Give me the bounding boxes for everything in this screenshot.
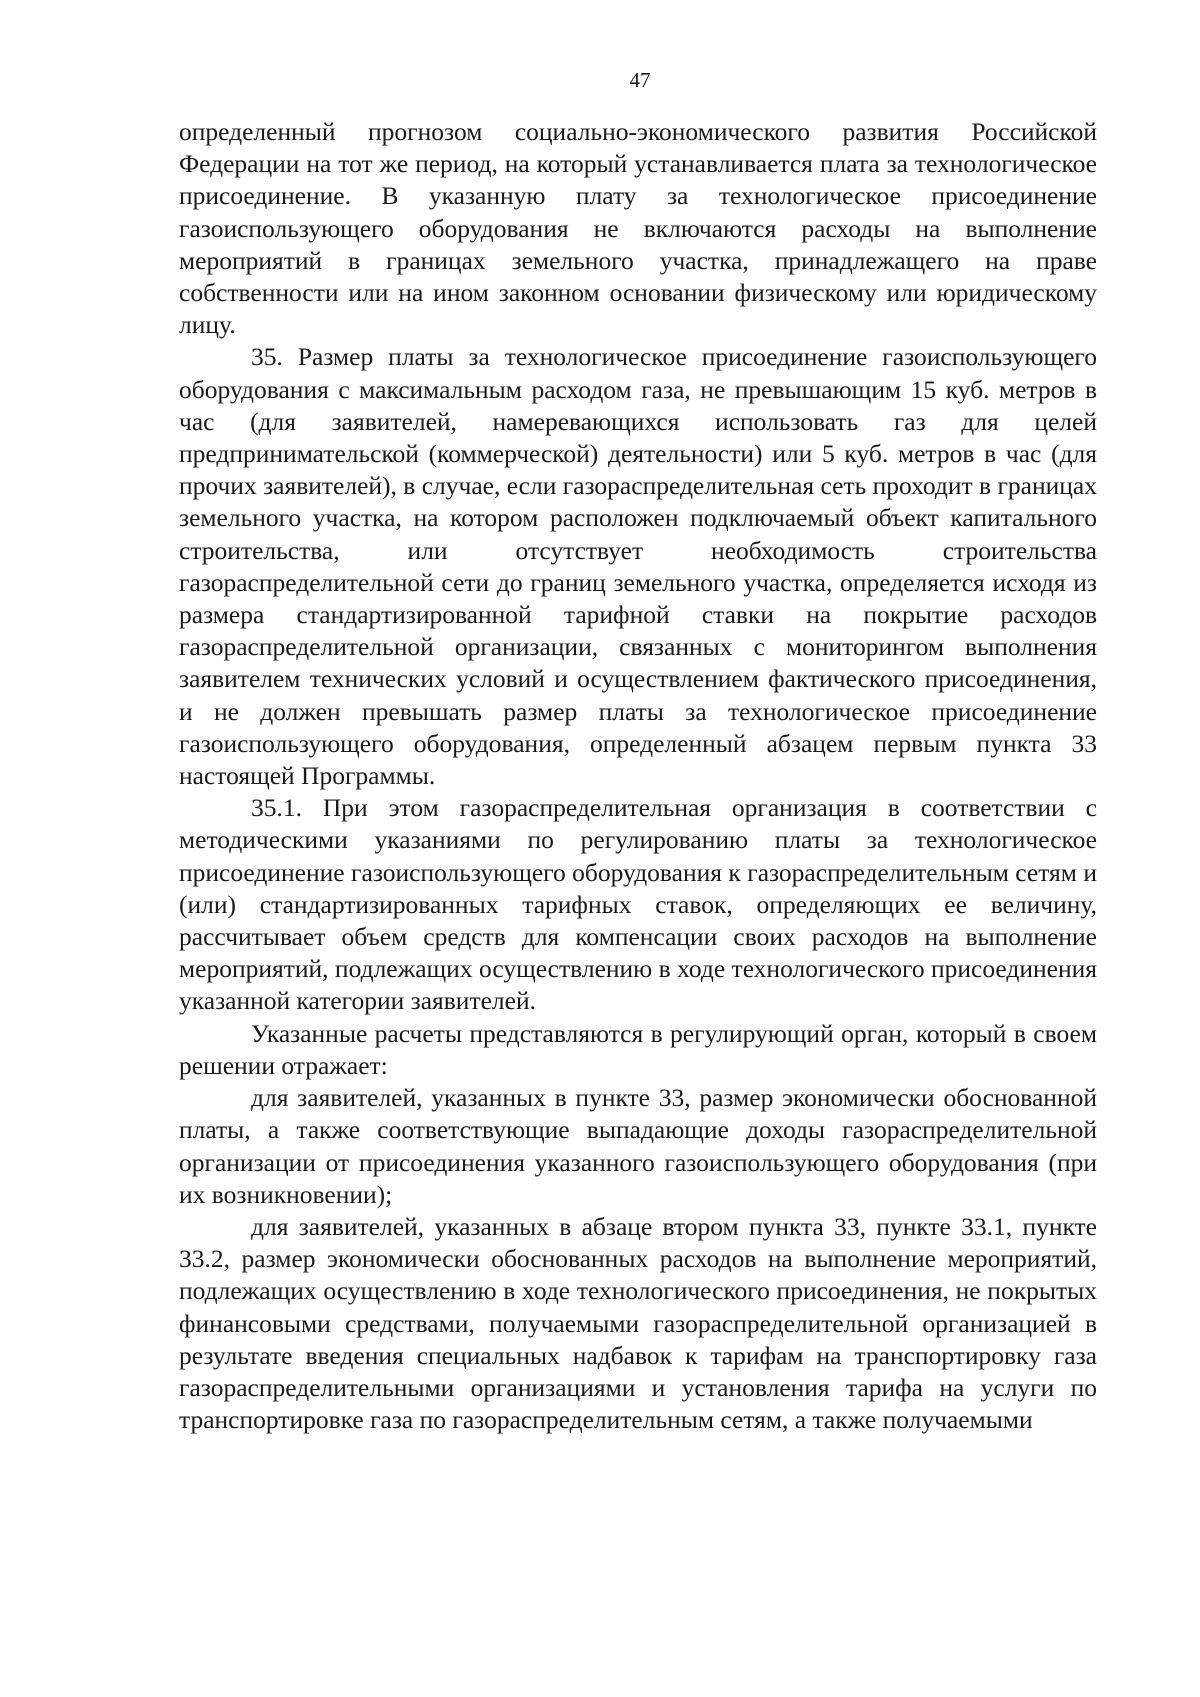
document-body xyxy=(179,116,1097,1436)
paragraph-continuation: определенный прогнозом социально-экономического развития Российской Федерации на тот же период, на который устанавливается плата за технологическое присоединение. В указанную плату за технологическое присоединение газоиспользующего оборудования не включаются расходы на выполнение мероприятий в границах земельного участка, принадлежащего на праве собственности или на ином законном основании физическому или юридическому лицу. xyxy=(179,117,1097,340)
paragraph-calculations: Указанные расчеты представляются в регулирующий орган, который в своем решении отражает: xyxy=(179,1018,1097,1080)
paragraph-item-35: 35. Размер платы за технологическое присоединение газоиспользующего оборудования с максимальным расходом газа, не превышающим 15 куб. метров в час (для заявителей, намеревающихся использовать газ для целей предпринимательской (коммерческой) деятельности) или 5 куб. метров в час (для прочих заявителей), в случае, если газораспределительная сеть проходит в границах земельного участка, на котором расположен подключаемый объект капитального строительства, или отсутствует необходимость строительства газораспределительной сети до границ земельного участка, определяется исходя из размера стандартизированной тарифной ставки на покрытие расходов газораспределительной организации, связанных с мониторингом выполнения заявителем технических условий и осуществлением фактического присоединения, и не должен превышать размер платы за технологическое присоединение газоиспользующего оборудования, определенный абзацем первым пункта 33 настоящей Программы. xyxy=(179,342,1097,791)
paragraph-applicants-item-33-paragraph-2: для заявителей, указанных в абзаце втором пункта 33, пункте 33.1, пункте 33.2, размер экономически обоснованных расходов на выполнение мероприятий, подлежащих осуществлению в ходе технологического присоединения, не покрытых финансовыми средствами, получаемыми газораспределительной организацией в результате введения специальных надбавок к тарифам на транспортировку газа газораспределительными организациями и установления тарифа на услуги по транспортировке газа по газораспределительным сетям, а также получаемыми xyxy=(179,1211,1097,1435)
paragraph-applicants-item-33: для заявителей, указанных в пункте 33, размер экономически обоснованной платы, а также соответствующие выпадающие доходы газораспределительной организации от присоединения указанного газоиспользующего оборудования (при их возникновении); xyxy=(179,1083,1097,1209)
paragraph-item-35-1: 35.1. При этом газораспределительная организация в соответствии с методическими указаниями по регулированию платы за технологическое присоединение газоиспользующего оборудования к газораспределительным сетям и (или) стандартизированных тарифных ставок, определяющих ее величину, рассчитывает объем средств для компенсации своих расходов на выполнение мероприятий, подлежащих осуществлению в ходе технологического присоединения указанной категории заявителей. xyxy=(179,793,1097,1016)
page-number: 47 xyxy=(629,68,651,92)
